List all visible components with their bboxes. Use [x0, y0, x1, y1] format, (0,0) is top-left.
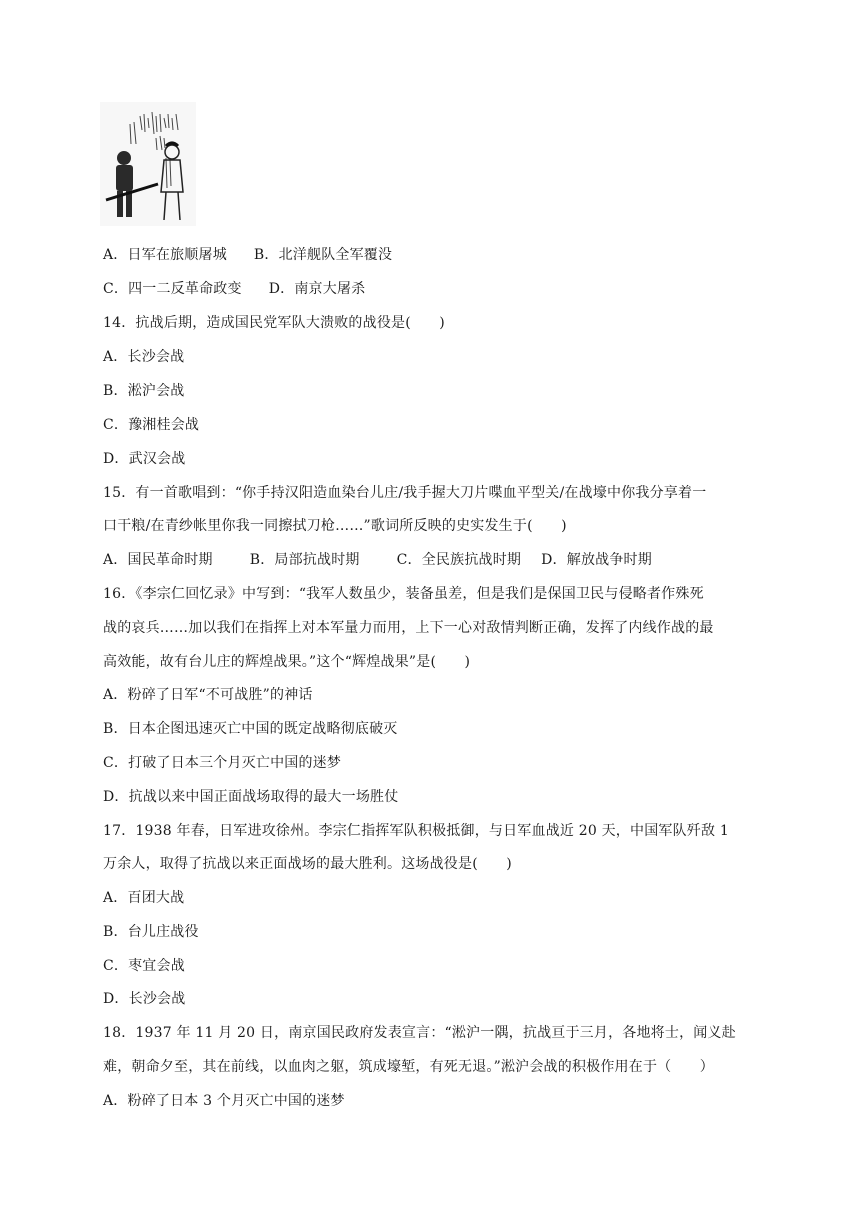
q16-option-b[interactable]: B．日本企图迅速灭亡中国的既定战略彻底破灭 — [103, 721, 398, 737]
q13-option-d[interactable]: D．南京大屠杀 — [268, 281, 366, 297]
q15-stem-line1: 15．有一首歌唱到：“你手持汉阳造血染台儿庄/我手握大刀片喋血平型关/在战壕中你我分享着一 — [103, 485, 707, 501]
q16-option-d[interactable]: D．抗战以来中国正面战场取得的最大一场胜仗 — [103, 789, 399, 805]
q15-option-a[interactable]: A．国民革命时期 — [103, 552, 213, 568]
q15-stem-line2: 口干粮/在青纱帐里你我一同擦拭刀枪……”歌词所反映的史实发生于( ) — [103, 518, 567, 534]
q17-stem-line2: 万余人，取得了抗战以来正面战场的最大胜利。这场战役是( ) — [103, 856, 512, 872]
q18-stem-line2: 难，朝命夕至，其在前线，以血肉之躯，筑成壕堑，有死无退。”淞沪会战的积极作用在于（ ） — [103, 1059, 714, 1075]
q17-option-d[interactable]: D．长沙会战 — [103, 991, 186, 1007]
q17-stem-line1: 17．1938 年春，日军进攻徐州。李宗仁指挥军队积极抵御，与日军血战近 20 天，中国军队歼敌 1 — [103, 823, 729, 839]
q14-option-a[interactable]: A．长沙会战 — [103, 349, 185, 365]
q15-option-c[interactable]: C．全民族抗战时期 — [396, 552, 522, 568]
q13-option-a[interactable]: A．日军在旅顺屠城 — [103, 247, 227, 263]
q16-stem-line2: 战的哀兵……加以我们在指挥上对本军量力而用，上下一心对敌情判断正确，发挥了内线作战的最 — [103, 620, 714, 636]
q14-option-c[interactable]: C．豫湘桂会战 — [103, 417, 200, 433]
q14-stem: 14．抗战后期，造成国民党军队大溃败的战役是( ) — [103, 315, 445, 331]
q18-stem-line1: 18．1937 年 11 月 20 日，南京国民政府发表宣言：“淞沪一隅，抗战亘于三月，各地将士，闻义赴 — [103, 1025, 736, 1041]
q14-option-d[interactable]: D．武汉会战 — [103, 451, 186, 467]
q17-option-b[interactable]: B．台儿庄战役 — [103, 924, 199, 940]
q13-option-b[interactable]: B．北洋舰队全军覆没 — [253, 247, 393, 263]
q15-option-d[interactable]: D．解放战争时期 — [541, 552, 652, 568]
q16-option-c[interactable]: C．打破了日本三个月灭亡中国的迷梦 — [103, 755, 342, 771]
q13-option-c[interactable]: C．四一二反革命政变 — [103, 281, 242, 297]
q14-option-b[interactable]: B．淞沪会战 — [103, 383, 185, 399]
q15-options-row — [103, 550, 652, 570]
q18-option-a[interactable]: A．粉碎了日本 3 个月灭亡中国的迷梦 — [103, 1093, 345, 1109]
q17-option-c[interactable]: C．枣宜会战 — [103, 958, 185, 974]
q16-option-a[interactable]: A．粉碎了日军“不可战胜”的神话 — [103, 687, 313, 703]
q17-option-a[interactable]: A．百团大战 — [103, 890, 185, 906]
cartoon-illustration — [100, 102, 196, 226]
q15-option-b[interactable]: B．局部抗战时期 — [249, 552, 360, 568]
q13-options-row1 — [103, 245, 392, 265]
q16-stem-line3: 高效能，故有台儿庄的辉煌战果。”这个“辉煌战果”是( ) — [103, 654, 471, 670]
q16-stem-line1: 16．《李宗仁回忆录》中写到：“我军人数虽少，装备虽差，但是我们是保国卫民与侵略者作殊死 — [103, 586, 704, 602]
q13-options-row2 — [103, 279, 365, 299]
